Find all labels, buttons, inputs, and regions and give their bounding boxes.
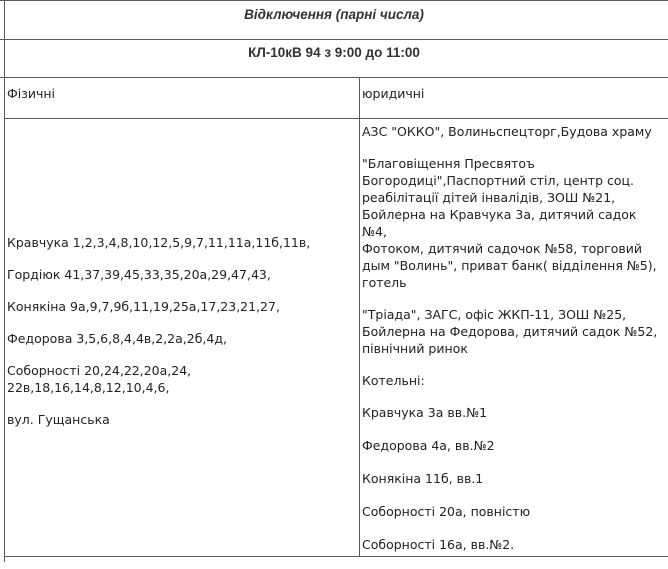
boiler-item: Федорова 4а, вв.№2 [362,438,495,453]
boilers-heading: Котельні: [362,373,425,388]
header-row-divider [4,118,668,119]
line-info-row-divider [0,77,668,78]
column-header-physical: Фізичні [7,86,56,101]
legal-entity-item: АЗС "ОККО", Волиньспецторг,Будова храму [362,124,652,139]
legal-entity-item: "Тріада", ЗАГС, офіс ЖКП-11, ЗОШ №25, Бойлерна на Федорова, дитячий садок №52, північний ринок [362,307,658,356]
physical-address-item: Гордіюк 41,37,39,45,33,35,20а,29,47,43, [7,267,271,282]
table-left-border [4,0,5,562]
boiler-item: Кравчука 3а вв.№1 [362,405,488,420]
boiler-item: Соборності 20а, повністю [362,504,531,519]
column-header-legal: юридичні [362,86,425,101]
physical-address-item: Федорова 3,5,6,8,4,4в,2,2а,2б,4д, [7,331,227,346]
legal-entities-list [362,123,664,569]
page-title: Відключення (парні числа) [244,7,424,22]
boiler-item: Соборності 16а, вв.№2. [362,537,515,552]
cable-line-schedule: КЛ-10кВ 94 з 9:00 до 11:00 [248,45,420,60]
column-divider [359,77,360,557]
boiler-item: Конякіна 11б, вв.1 [362,471,484,486]
physical-address-item: Конякіна 9а,9,7,9б,11,19,25а,17,23,21,27, [7,299,280,314]
physical-address-item: Соборності 20,24,22,20а,24, 22в,18,16,14,8,12,10,4,6, [7,363,192,395]
legal-entity-item: "Благовіщення Пресвятоъ Богородиці",Паспортний стіл, центр соц. реабілітації дітей інвалідів, ЗОШ №21, Бойлерна на Кравчука 3а, дитячий садок №4, Фотоком, дитячий садочок №58, торговий дым "Волинь", приват банк( відділення №5), готель [362,156,657,290]
physical-address-item: Кравчука 1,2,3,4,8,10,12,5,9,7,11,11а,11б,11в, [7,235,311,250]
title-row-divider [0,39,668,40]
physical-address-item: вул. Гущанська [7,412,110,427]
table-top-border [0,0,668,1]
physical-addresses-list [7,234,355,443]
